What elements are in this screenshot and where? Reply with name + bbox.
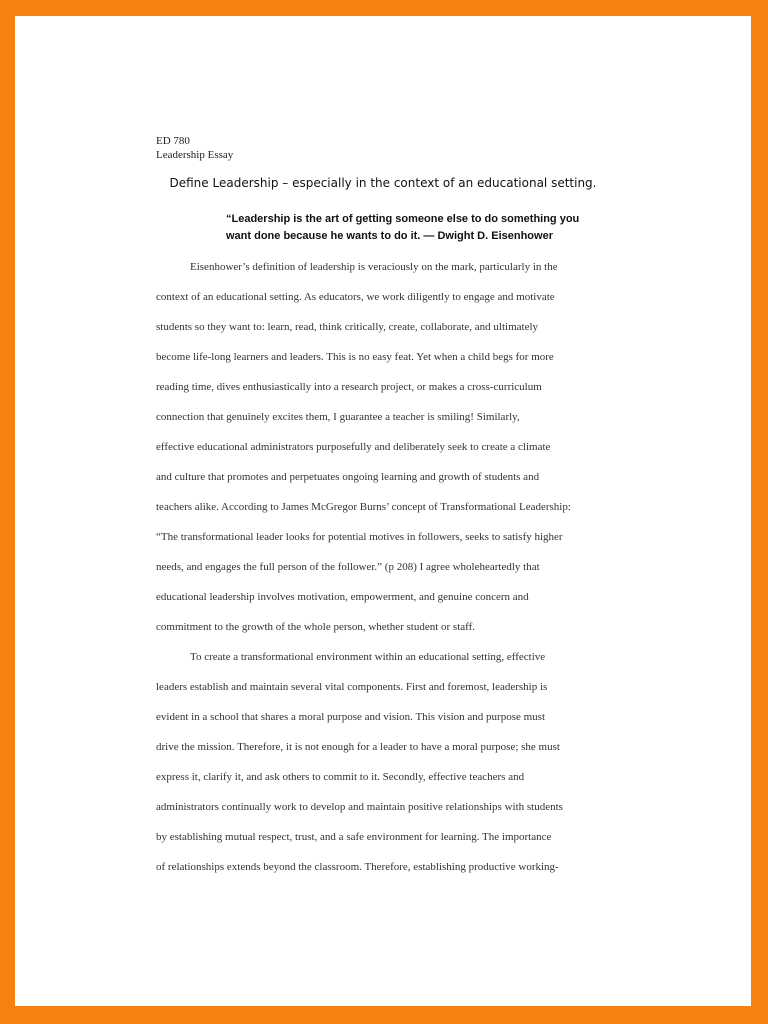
quote-line: “Leadership is the art of getting someone else to do something you [226, 213, 580, 225]
body-line: administrators continually work to develop and maintain positive relationships with students [156, 801, 563, 813]
body-line: teachers alike. According to James McGregor Burns’ concept of Transformational Leadership: [156, 501, 571, 513]
body-line: become life-long learners and leaders. This is no easy feat. Yet when a child begs for more [156, 351, 554, 363]
body-line: commitment to the growth of the whole person, whether student or staff. [156, 621, 476, 633]
body-line: of relationships extends beyond the classroom. Therefore, establishing productive working- [156, 861, 559, 873]
body-line: “The transformational leader looks for potential motives in followers, seeks to satisfy higher [156, 531, 563, 543]
body-line: by establishing mutual respect, trust, and a safe environment for learning. The importance [156, 831, 552, 843]
body-line: leaders establish and maintain several vital components. First and foremost, leadership is [156, 681, 548, 693]
body-line: context of an educational setting. As educators, we work diligently to engage and motivate [156, 291, 555, 303]
body-line: Eisenhower’s definition of leadership is veraciously on the mark, particularly in the [190, 261, 558, 273]
body-line: educational leadership involves motivation, empowerment, and genuine concern and [156, 591, 529, 603]
epigraph-quote [226, 211, 616, 245]
quote-line: want done because he wants to do it. — Dwight D. Eisenhower [226, 230, 553, 242]
body-line: and culture that promotes and perpetuates ongoing learning and growth of students and [156, 471, 540, 483]
document-page [15, 16, 751, 1006]
body-line: reading time, dives enthusiastically into a research project, or makes a cross-curriculum [156, 381, 542, 393]
course-code: ED 780 [156, 135, 190, 147]
body-line: connection that genuinely excites them, I guarantee a teacher is smiling! Similarly, [156, 411, 520, 423]
body-line: needs, and engages the full person of the follower.” (p 208) I agree wholeheartedly that [156, 561, 540, 573]
document-header [156, 134, 233, 162]
body-line: evident in a school that shares a moral purpose and vision. This vision and purpose must [156, 711, 546, 723]
assignment-title: Leadership Essay [156, 149, 234, 161]
essay-title: Define Leadership – especially in the context of an educational setting. [169, 176, 597, 190]
body-line: To create a transformational environment within an educational setting, effective [190, 651, 546, 663]
body-line: students so they want to: learn, read, think critically, create, collaborate, and ultimately [156, 321, 539, 333]
body-line: drive the mission. Therefore, it is not enough for a leader to have a moral purpose; she must [156, 741, 560, 753]
body-line: express it, clarify it, and ask others to commit to it. Secondly, effective teachers and [156, 771, 525, 783]
body-line: effective educational administrators purposefully and deliberately seek to create a climate [156, 441, 551, 453]
